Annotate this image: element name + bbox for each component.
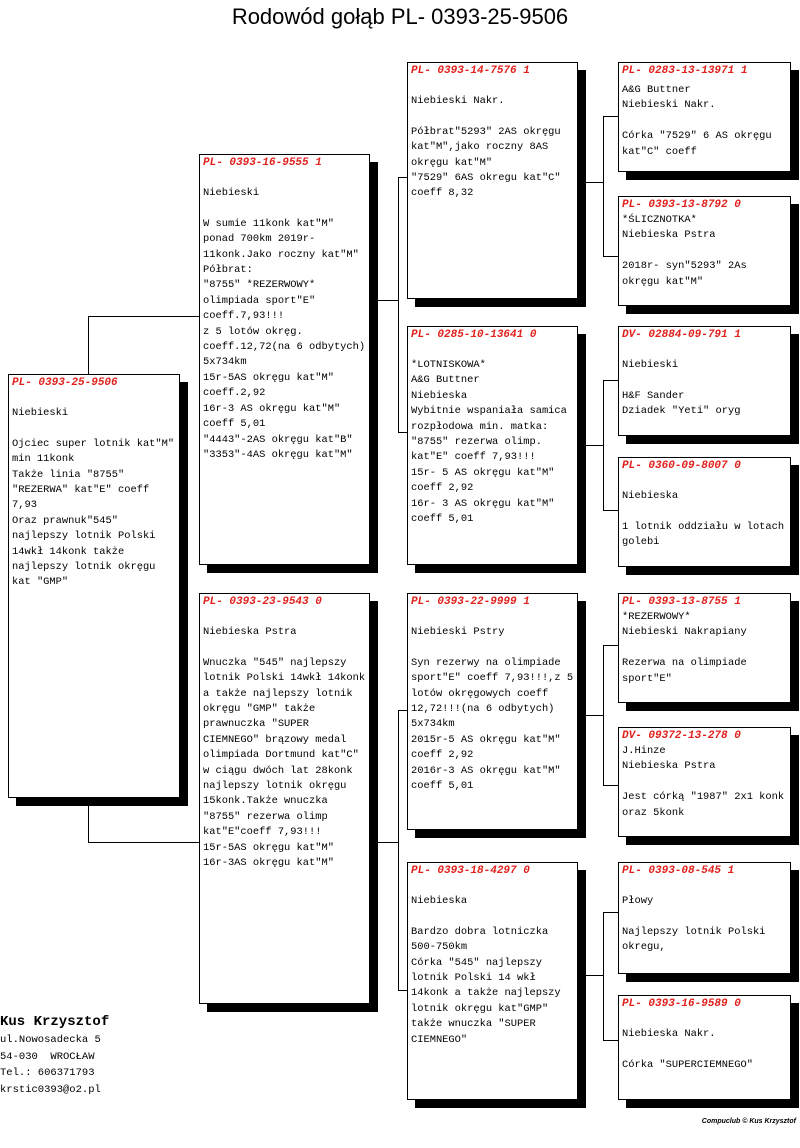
ring-number: PL- 0393-16-9589 0 <box>622 998 741 1010</box>
pigeon-description: Niebieski H&F Sander Dziadek "Yeti" oryg <box>622 359 741 418</box>
connector-line <box>603 1040 619 1041</box>
pigeon-card-sire <box>199 154 370 565</box>
connector-line <box>603 912 604 1040</box>
pigeon-description: *ŚLICZNOTKA* Niebieska Pstra 2018r- syn"5293" 2As okręgu kat"M" <box>622 214 747 288</box>
footer-credit: Compuclub © Kus Krzysztof <box>701 1118 796 1125</box>
pigeon-description: Niebieski Pstry Syn rezerwy na olimpiade sport"E" coeff 7,93!!!,z 5 lotów okręgowych coeff 12,72!!!(na 6 odbytych) 5x734km 2015r-5 AS okręgu kat"M" coeff 2,92 2016r-3 AS okręgu kat"M" coeff 5,01 <box>411 626 574 793</box>
ring-number: PL- 0393-13-8755 1 <box>622 596 741 608</box>
pigeon-description: Niebieski W sumie 11konk kat"M" ponad 700km 2019r- 11konk.Jako roczny kat"M" Półbrat: "8755" *REZERWOWY* olimpiada sport"E" coeff.7,93!!! z 5 lotów okręg. coeff.12,72(na 6 odbytych) 5x734km 15r-5AS okręgu kat"M" coeff.2,92 16r-3 AS okręgu kat"M" coeff 5,01 "4443"-2AS okręgu kat"B" "3353"-4AS okręgu kat"M" <box>203 187 366 461</box>
pigeon-description: *REZERWOWY* Niebieski Nakrapiany Rezerwa na olimpiade sport"E" <box>622 611 747 685</box>
pigeon-card-dam <box>199 593 370 1004</box>
pigeon-card-dam-dam <box>407 862 578 1100</box>
connector-line <box>370 842 398 843</box>
owner-phone: Tel.: 606371793 <box>0 1067 95 1079</box>
owner-email: krstic0393@o2.pl <box>0 1083 101 1096</box>
pigeon-card-ss-sire <box>618 62 791 172</box>
page-title: Rodowód gołąb PL- 0393-25-9506 <box>231 4 569 29</box>
connector-line <box>398 177 399 432</box>
connector-line <box>603 645 619 646</box>
ring-number: PL- 0360-09-8007 0 <box>622 460 741 472</box>
ring-number: PL- 0393-22-9999 1 <box>411 596 530 608</box>
pigeon-description: Niebieski Ojciec super lotnik kat"M" min 11konk Także linia "8755" "REZERWA" kat"E" coeff 7,93 Oraz prawnuk"545" najlepszy lotnik Polski 14wkł 14konk także najlepszy lotnik okręgu kat "GMP" <box>12 407 175 589</box>
connector-line <box>578 445 603 446</box>
owner-address-city: 54-030 WROCŁAW <box>0 1050 95 1063</box>
owner-name: Kus Krzysztof <box>0 1014 110 1030</box>
pigeon-description: Niebieska 1 lotnik oddziału w lotach golebi <box>622 490 785 549</box>
pigeon-card-ss-dam <box>618 196 791 306</box>
pigeon-card-sire-dam <box>407 326 578 565</box>
connector-line <box>603 256 619 257</box>
owner-info <box>0 1012 109 1098</box>
pigeon-description: A&G Buttner Niebieski Nakr. Córka "7529" 6 AS okręgu kat"C" coeff <box>622 84 772 158</box>
connector-line <box>603 116 604 256</box>
connector-line <box>603 912 619 913</box>
connector-line <box>603 380 619 381</box>
connector-line <box>578 715 603 716</box>
connector-line <box>603 510 619 511</box>
connector-line <box>603 645 604 785</box>
owner-address-street: ul.Nowosadecka 5 <box>0 1034 101 1046</box>
pigeon-card-dd-sire <box>618 862 791 974</box>
ring-number: DV- 02884-09-791 1 <box>622 329 741 341</box>
connector-line <box>578 182 603 183</box>
pigeon-card-dam-sire <box>407 593 578 830</box>
pigeon-card-ds-dam <box>618 727 791 837</box>
pigeon-card-sire-sire <box>407 62 578 299</box>
ring-number: PL- 0285-10-13641 0 <box>411 329 537 341</box>
connector-line <box>88 316 200 317</box>
pigeon-description: J.Hinze Niebieska Pstra Jest córką "1987" 2x1 konk oraz 5konk <box>622 745 785 819</box>
connector-line <box>603 785 619 786</box>
pigeon-card-subject <box>8 374 180 798</box>
connector-line <box>370 300 398 301</box>
pigeon-description: *LOTNISKOWA* A&G Buttner Niebieska Wybitnie wspaniała samica rozpłodowa min. matka: "8755" rezerwa olimp. kat"E" coeff 7,93!!! 15r- 5 AS okręgu kat"M" coeff 2,92 16r- 3 AS okręgu kat"M" coeff 5,01 <box>411 359 567 526</box>
pigeon-description: Niebieska Bardzo dobra lotniczka 500-750km Córka "545" najlepszy lotnik Polski 14 wkł 14konk a także najlepszy lotnik okręgu kat"GMP" także wnuczka "SUPER CIEMNEGO" <box>411 895 561 1046</box>
pigeon-description: Niebieski Nakr. Półbrat"5293" 2AS okręgu kat"M",jako roczny 8AS okręgu kat"M" "7529" 6AS okregu kat"C" coeff 8,32 <box>411 95 561 200</box>
pigeon-description: Niebieska Pstra Wnuczka "545" najlepszy lotnik Polski 14wkł 14konk a także najlepszy lotnik okręgu "GMP" także prawnuczka "SUPER CIEMNEGO" brązowy medal olimpiada Dortmund kat"C" w ciągu dwóch lat 28konk najlepszy lotnik okręgu 15konk.Także wnuczka "8755" rezerwa olimp kat"E"coeff 7,93!!! 15r-5AS okręgu kat"M" 16r-3AS okręgu kat"M" <box>203 626 366 870</box>
ring-number: PL- 0393-16-9555 1 <box>203 157 322 169</box>
connector-line <box>88 842 200 843</box>
connector-line <box>603 380 604 510</box>
ring-number: PL- 0393-25-9506 <box>12 377 118 389</box>
pigeon-card-dd-dam <box>618 995 791 1100</box>
ring-number: DV- 09372-13-278 0 <box>622 730 741 742</box>
connector-line <box>398 710 399 990</box>
connector-line <box>603 116 619 117</box>
ring-number: PL- 0393-08-545 1 <box>622 865 735 877</box>
pigeon-card-ds-sire <box>618 593 791 703</box>
ring-number: PL- 0393-23-9543 0 <box>203 596 322 608</box>
pigeon-description: Płowy Najlepszy lotnik Polski okregu, <box>622 895 766 954</box>
pigeon-card-sd-sire <box>618 326 791 436</box>
pigeon-description: Niebieska Nakr. Córka "SUPERCIEMNEGO" <box>622 1028 753 1071</box>
pigeon-card-sd-dam <box>618 457 791 567</box>
connector-line <box>578 975 603 976</box>
ring-number: PL- 0393-14-7576 1 <box>411 65 530 77</box>
ring-number: PL- 0393-13-8792 0 <box>622 199 741 211</box>
ring-number: PL- 0283-13-13971 1 <box>622 65 748 77</box>
ring-number: PL- 0393-18-4297 0 <box>411 865 530 877</box>
